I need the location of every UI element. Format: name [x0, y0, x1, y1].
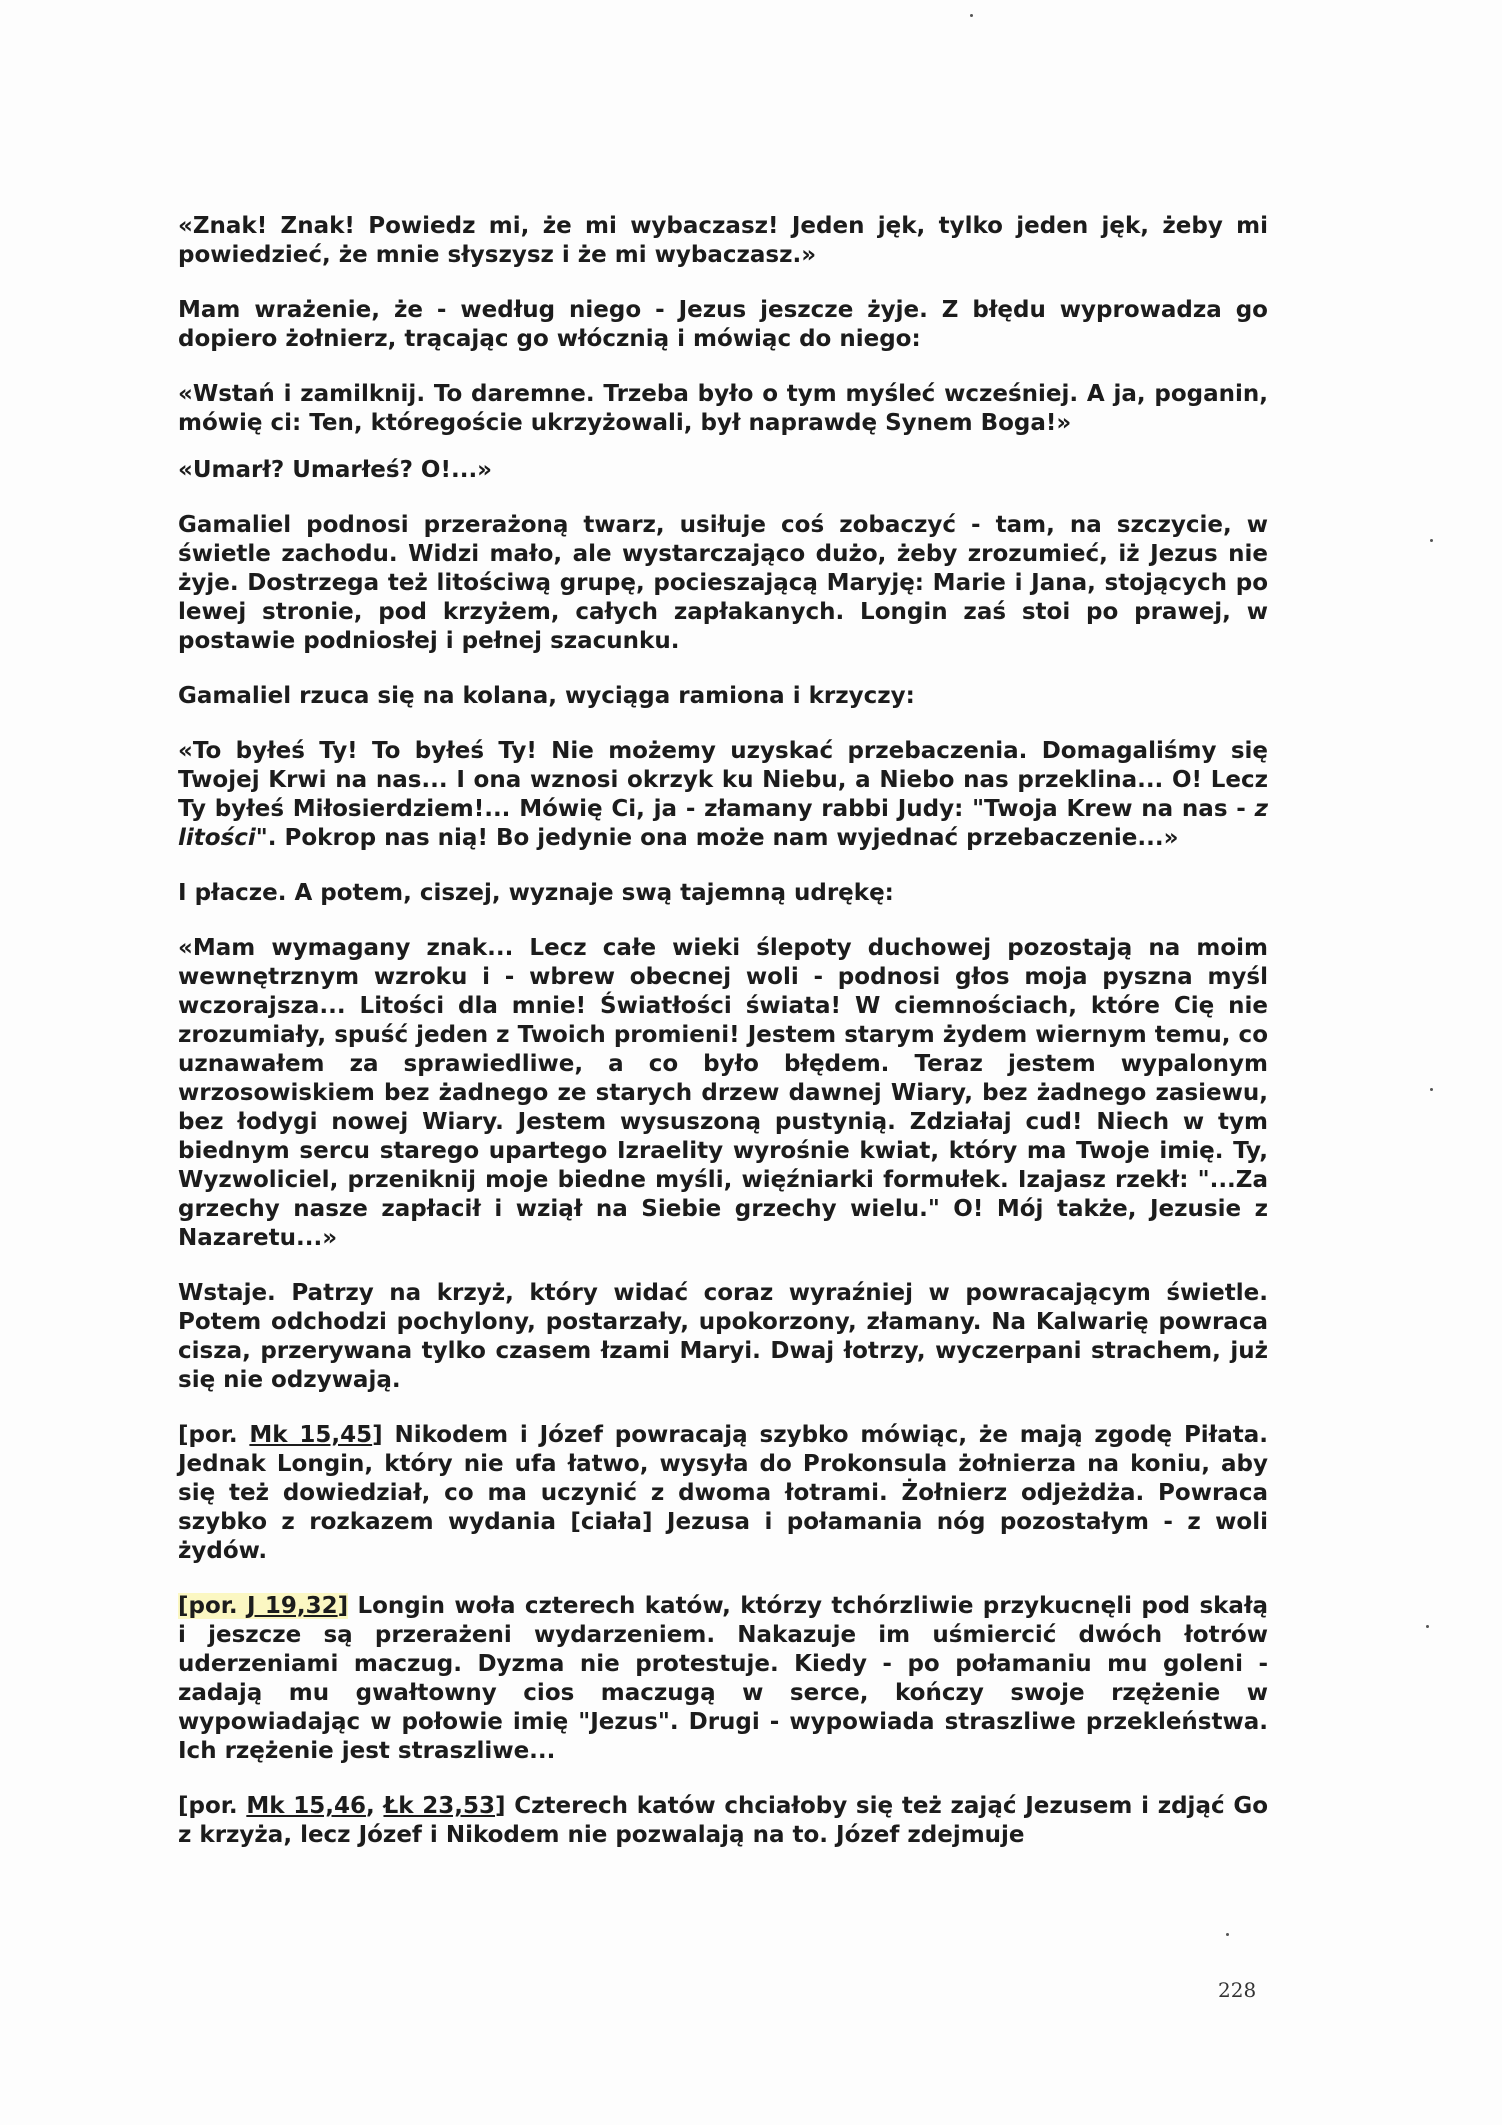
ref-close: ]: [372, 1422, 383, 1448]
text-run: Longin woła czterech katów, którzy tchórzliwie przykucnęli pod skałą i jeszcze są przerażeni wydarzeniem. Nakazuje im uśmiercić dwóch łotrów uderzeniami maczug. Dyzma nie protestuje. Kiedy - po połamaniu mu goleni - zadają mu gwałtowny cios maczugą w serce, kończy swoje rzężenie w wypowiadając w połowie imię "Jezus". Drugi - wypowiada straszliwe przekleństwa. Ich rzężenie jest straszliwe...: [178, 1593, 1268, 1764]
text-run: Czterech katów chciałoby się też zająć Jezusem i zdjąć Go z krzyża, lecz Józef i Nikodem nie pozwalają na to. Józef zdejmuje: [178, 1793, 1268, 1848]
paragraph-ref-mk-15-45: [178, 1421, 1268, 1566]
paragraph: I płacze. A potem, ciszej, wyznaje swą tajemną udrękę:: [178, 880, 894, 906]
paragraph: «Wstań i zamilknij. To daremne. Trzeba było o tym myśleć wcześniej. A ja, poganin, mówię ci: Ten, któregoście ukrzyżowali, był naprawdę Synem Boga!»: [178, 381, 1268, 436]
paragraph: Gamaliel rzuca się na kolana, wyciąga ramiona i krzyczy:: [178, 683, 915, 709]
paragraph: «Znak! Znak! Powiedz mi, że mi wybaczasz! Jeden jęk, tylko jeden jęk, żeby mi powiedzieć, że mnie słyszysz i że mi wybaczasz.»: [178, 213, 1268, 268]
ref-close: ]: [495, 1793, 506, 1819]
scan-speck: [1430, 1088, 1433, 1091]
scan-speck: [1430, 539, 1433, 542]
paragraph: «Umarł? Umarłeś? O!...»: [178, 457, 493, 483]
ref-close: ]: [337, 1593, 349, 1619]
ref-link-mk-15-46[interactable]: Mk 15,46: [246, 1793, 366, 1819]
ref-link-j-19-32[interactable]: J 19,32: [246, 1593, 338, 1619]
text-run: «To byłeś Ty! To byłeś Ty! Nie możemy uzyskać przebaczenia. Domagaliśmy się Twojej Krwi na nas... I ona wznosi okrzyk ku Niebu, a Niebo nas przeklina... O! Lecz Ty byłeś Miłosierdziem!... Mówię Ci, ja - złamany rabbi Judy: "Twoja Krew na nas -: [178, 738, 1268, 822]
paragraph-ref-j-19-32: [178, 1592, 1268, 1766]
scan-speck: [1226, 1933, 1229, 1936]
ref-open: [por.: [178, 1593, 247, 1619]
highlighted-reference: [178, 1593, 348, 1619]
paragraph: Wstaje. Patrzy na krzyż, który widać coraz wyraźniej w powracającym świetle. Potem odchodzi pochylony, postarzały, upokorzony, złamany. Na Kalwarię powraca cisza, przerywana tylko czasem łzami Maryi. Dwaj łotrzy, wyczerpani strachem, już się nie odzywają.: [178, 1280, 1268, 1393]
page-number: 228: [1218, 1978, 1257, 2002]
text-run: Nikodem i Józef powracają szybko mówiąc, że mają zgodę Piłata. Jednak Longin, który nie ufa łatwo, wysyła do Prokonsula żołnierza na koniu, aby się też dowiedział, co ma uczynić z dwoma łotrami. Żołnierz odjeżdża. Powraca szybko z rozkazem wydania [ciała] Jezusa i połamania nóg pozostałym - z woli żydów.: [178, 1422, 1268, 1564]
italic-text: z litości: [178, 796, 1268, 851]
ref-open: [por.: [178, 1793, 247, 1819]
ref-separator: ,: [365, 1793, 384, 1819]
scan-speck: [970, 14, 973, 17]
ref-link-lk-23-53[interactable]: Łk 23,53: [383, 1793, 495, 1819]
scan-speck: [1426, 1625, 1429, 1628]
document-body: [178, 212, 1268, 1876]
paragraph: Mam wrażenie, że - według niego - Jezus jeszcze żyje. Z błędu wyprowadza go dopiero żołnierz, trącając go włócznią i mówiąc do niego:: [178, 297, 1268, 352]
ref-link-mk-15-45[interactable]: Mk 15,45: [249, 1422, 373, 1448]
paragraph-ref-mk-15-46: [178, 1792, 1268, 1850]
paragraph-gamaliel-cry: [178, 737, 1268, 853]
paragraph: Gamaliel podnosi przerażoną twarz, usiłuje coś zobaczyć - tam, na szczycie, w świetle zachodu. Widzi mało, ale wystarczająco dużo, żeby zrozumieć, iż Jezus nie żyje. Dostrzega też litościwą grupę, pocieszającą Maryję: Marie i Jana, stojących po lewej stronie, pod krzyżem, całych zapłakanych. Longin zaś stoi po prawej, w postawie podniosłej i pełnej szacunku.: [178, 512, 1268, 654]
text-run: ". Pokrop nas nią! Bo jedynie ona może nam wyjednać przebaczenie...»: [255, 825, 1179, 851]
ref-open: [por.: [178, 1422, 250, 1448]
paragraph: «Mam wymagany znak... Lecz całe wieki ślepoty duchowej pozostają na moim wewnętrznym wzroku i - wbrew obecnej woli - podnosi głos moja pyszna myśl wczorajsza... Litości dla mnie! Światłości świata! W ciemnościach, które Cię nie zrozumiały, spuść jeden z Twoich promieni! Jestem starym żydem wiernym temu, co uznawałem za sprawiedliwe, a co było błędem. Teraz jestem wypalonym wrzosowiskiem bez żadnego ze starych drzew dawnej Wiary, bez żadnego zasiewu, bez łodygi nowej Wiary. Jestem wysuszoną pustynią. Zdziałaj cud! Niech w tym biednym sercu starego upartego Izraelity wyrośnie kwiat, który ma Twoje imię. Ty, Wyzwoliciel, przeniknij moje biedne myśli, więźniarki formułek. Izajasz rzekł: "...Za grzechy nasze zapłacił i wziął na Siebie grzechy wielu." O! Mój także, Jezusie z Nazaretu...»: [178, 935, 1268, 1251]
